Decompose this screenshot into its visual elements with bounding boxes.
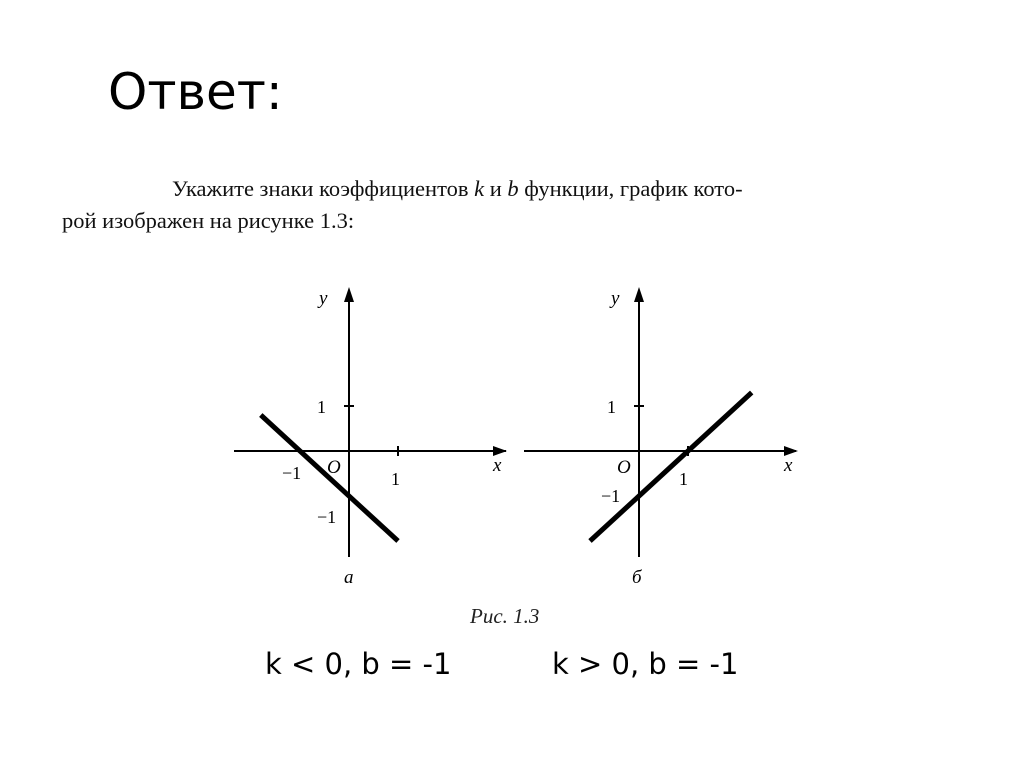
y-tick-label-neg-b: −1 bbox=[601, 486, 621, 506]
y-axis-label-b: y bbox=[611, 288, 620, 309]
x-axis-label-a: x bbox=[493, 455, 502, 476]
graph-b bbox=[524, 287, 798, 588]
graph-label-b: б bbox=[632, 567, 642, 588]
y-axis-label-a: y bbox=[319, 288, 328, 309]
task-line-1: Укажите знаки коэффициентов k и b функции, график кото- bbox=[172, 176, 743, 201]
y-tick-label-neg-a: −1 bbox=[317, 507, 337, 527]
y-axis-arrow-a bbox=[344, 287, 354, 302]
x-tick-label-neg-a: −1 bbox=[282, 463, 302, 483]
y-axis-arrow-b bbox=[634, 287, 644, 302]
origin-label-a: O bbox=[327, 457, 341, 478]
origin-label-b: O bbox=[617, 457, 631, 478]
slide-title: Ответ: bbox=[108, 63, 283, 121]
answer-a: k < 0, b = -1 bbox=[265, 647, 452, 681]
x-tick-label-pos-a: 1 bbox=[391, 469, 400, 489]
x-tick-label-pos-b: 1 bbox=[679, 469, 688, 489]
figure-caption: Рис. 1.3 bbox=[470, 604, 540, 628]
y-tick-label-pos-b: 1 bbox=[607, 397, 616, 417]
y-tick-label-pos-a: 1 bbox=[317, 397, 326, 417]
answer-b: k > 0, b = -1 bbox=[552, 647, 739, 681]
x-axis-label-b: x bbox=[784, 455, 793, 476]
graph-a bbox=[234, 287, 507, 588]
task-line-2: рой изображен на рисунке 1.3: bbox=[62, 208, 355, 233]
graph-label-a: а bbox=[344, 567, 354, 588]
